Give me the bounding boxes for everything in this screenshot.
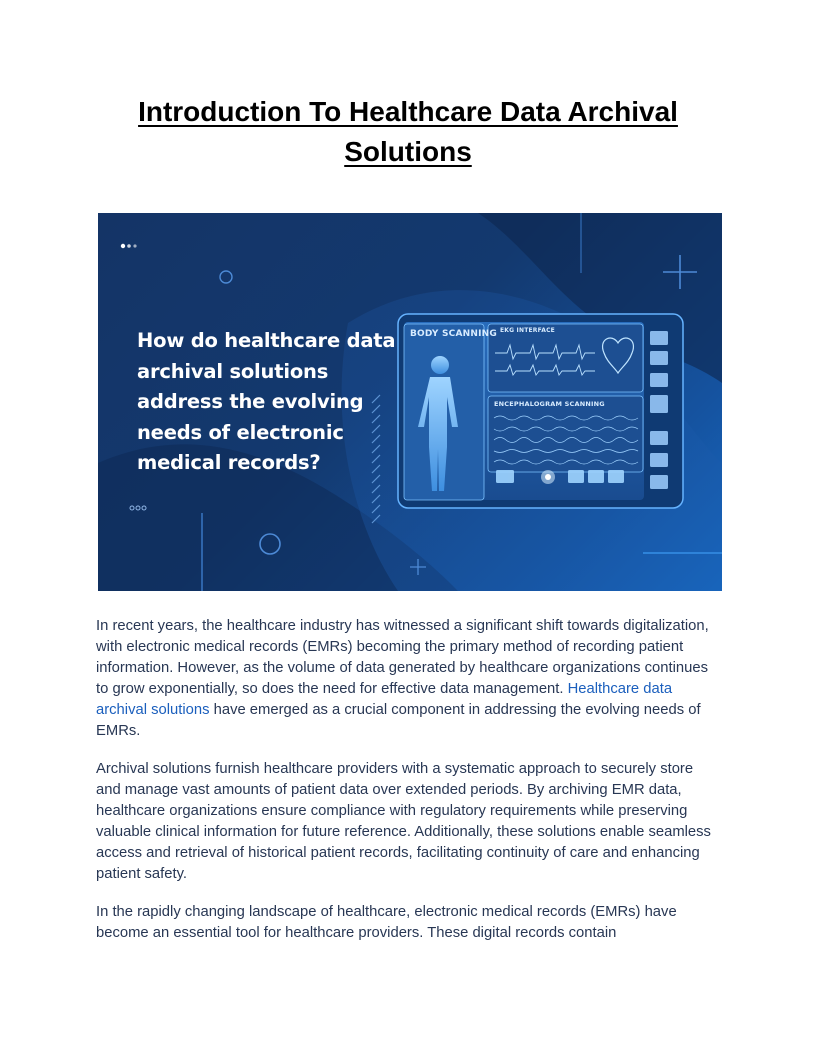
paragraph-intro-text: In recent years, the healthcare industry has witnessed a significant shift towards digitalization, with electronic medical records (EMRs) becoming the primary method of recording patient information. However, as the volume of data generated by healthcare organizations continues to grow exponentially, so does the need for effective data management. [96,618,709,697]
paragraph-landscape: In the rapidly changing landscape of healthcare, electronic medical records (EMRs) have become an essential tool for healthcare providers. These digital records contain [96,904,677,941]
medical-tablet-illustration [398,314,683,508]
ekg-interface-label: EKG INTERFACE [500,327,555,334]
paragraph-intro [96,616,720,742]
body-scanning-label: BODY SCANNING [410,329,497,339]
dots-icon [121,244,137,248]
encephalogram-scanning-label: ENCEPHALOGRAM SCANNING [494,400,605,408]
hero-illustration [98,213,722,591]
paragraph-intro-text-end: have emerged as a crucial component in addressing the evolving needs of EMRs. [96,702,701,739]
page-title: Introduction To Healthcare Data Archival Solutions [138,96,678,167]
paragraph-archival: Archival solutions furnish healthcare providers with a systematic approach to securely store and manage vast amounts of patient data over extended periods. By archiving EMR data, healthcare organizations ensure compliance with regulatory requirements while preserving valuable clinical information for future reference. Additionally, these solutions enable seamless access and retrieval of historical patient records, facilitating continuity of care and enhancing patient safety. [96,761,711,882]
archival-solutions-link[interactable]: Healthcare data archival solutions [96,681,673,718]
sidebar-folder-icons [650,331,668,489]
hero-heading: How do healthcare data archival solutions address the evolving needs of electronic medical records? [137,329,396,474]
